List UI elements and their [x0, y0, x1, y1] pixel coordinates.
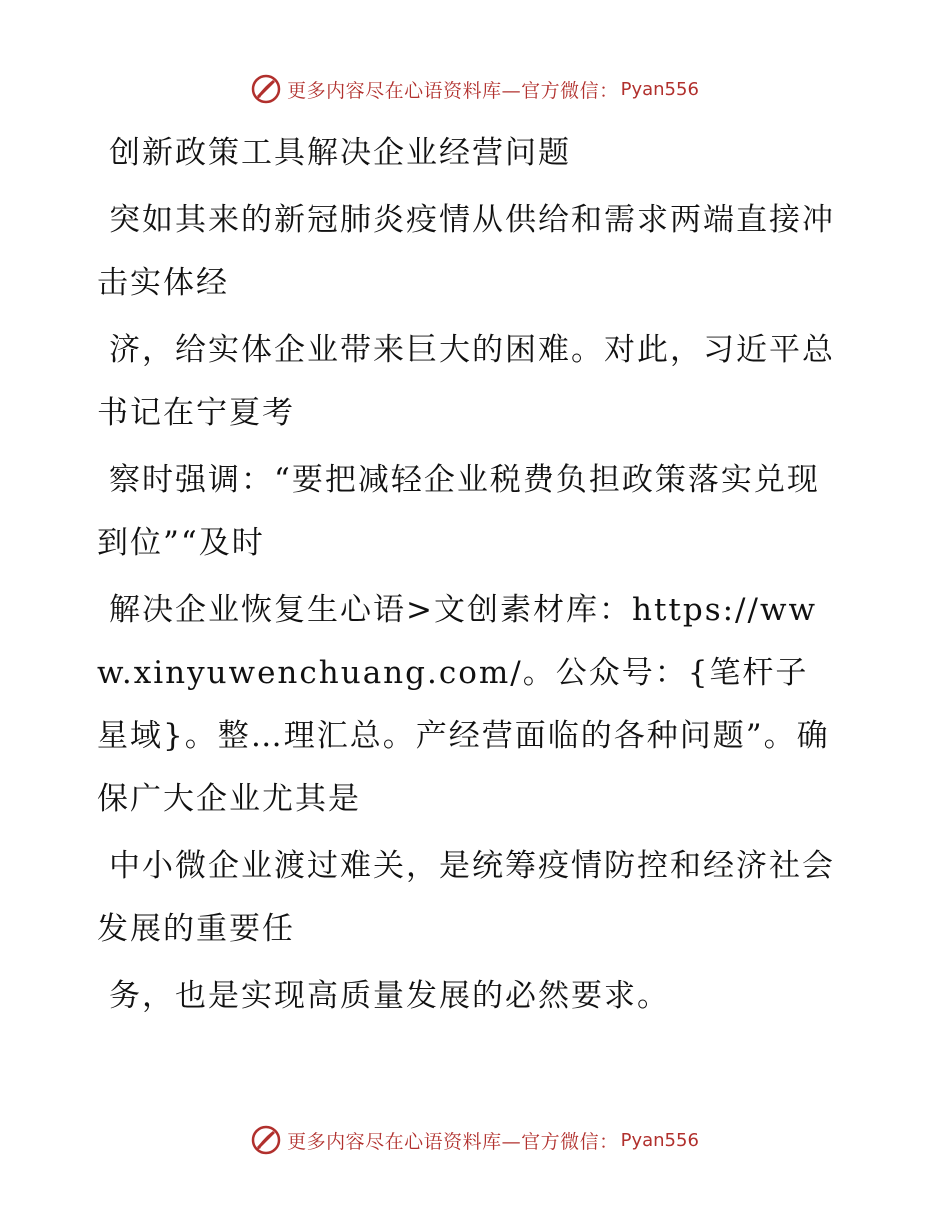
pen-logo-icon: [251, 74, 281, 104]
paragraph-6: 中小微企业渡过难关，是统筹疫情防控和经济社会发展的重要任: [97, 848, 835, 947]
footer-banner-id: Pyan556: [620, 1129, 699, 1151]
paragraph-7: 务，也是实现高质量发展的必然要求。: [109, 978, 670, 1014]
document-body: [97, 122, 837, 1032]
header-banner-id: Pyan556: [620, 78, 699, 100]
paragraph-4: 察时强调：“要把减轻企业税费负担政策落实兑现到位”“及时: [97, 462, 820, 561]
header-banner: [0, 72, 950, 106]
paragraph-2: 突如其来的新冠肺炎疫情从供给和需求两端直接冲击实体经: [97, 202, 835, 301]
paragraph-1: 创新政策工具解决企业经营问题: [109, 135, 571, 171]
paragraph-3: 济，给实体企业带来巨大的困难。对此，习近平总书记在宁夏考: [97, 332, 835, 431]
footer-banner-text: 更多内容尽在心语资料库—官方微信：: [287, 1130, 619, 1153]
pen-logo-icon: [251, 1125, 281, 1155]
header-banner-text: 更多内容尽在心语资料库—官方微信：: [287, 79, 619, 102]
footer-banner: [0, 1123, 950, 1157]
paragraph-5: 解决企业恢复生心语>文创素材库：https://www.xinyuwenchuang.com/。公众号：{笔杆子星域}。整…理汇总。产经营面临的各种问题”。确保广大企业尤其是: [97, 592, 830, 817]
